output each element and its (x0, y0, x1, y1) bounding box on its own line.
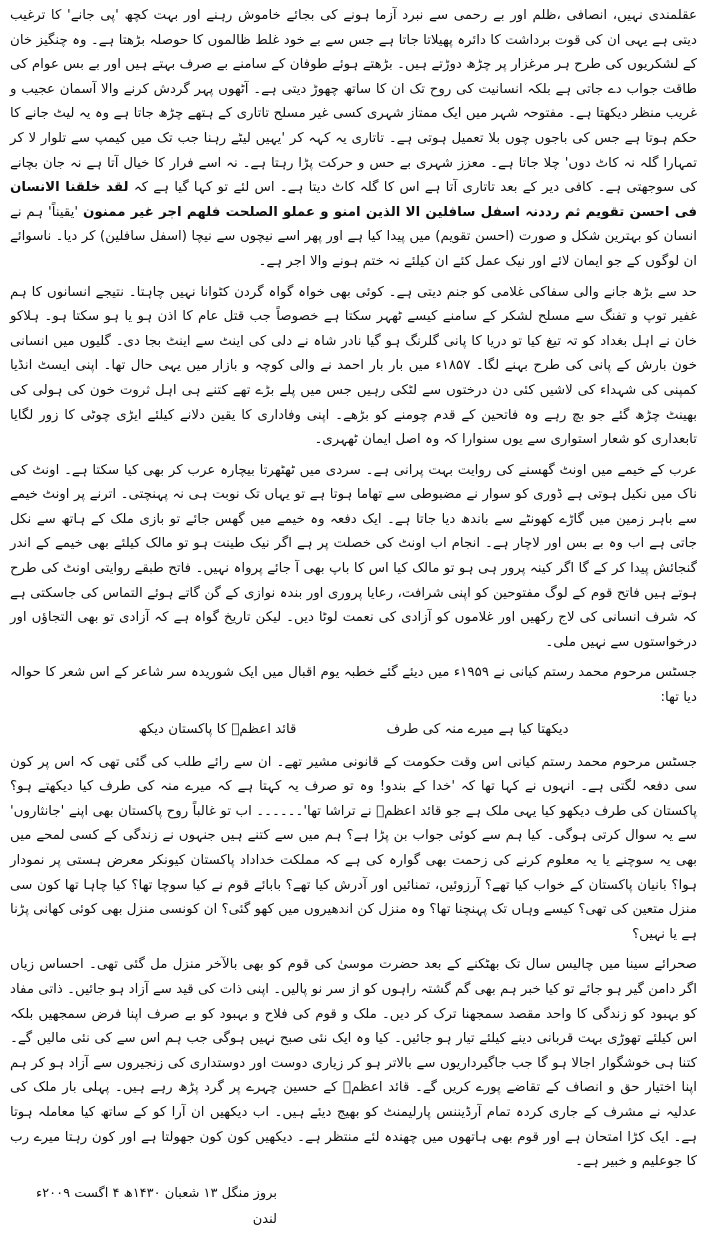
signature-block (10, 1181, 697, 1233)
poetry-couplet (10, 717, 697, 743)
paragraph-2: حد سے بڑھ جانے والی سفاکی غلامی کو جنم دیتی ہے۔ کوئی بھی خواہ گواہ گردن کٹوانا نہیں چاہتا۔ نتیجے انسانوں کا ہم غفیر توپ و تفنگ سے مسلح لشکر کے سامنے کیسے ٹھہر سکتا ہے خصوصاً جب قتل عام کا اذن ہو یا ہو سکتا ہو۔ ہلاکو خان نے اہل بغداد کو تہ تیغ کیا تو دریا کا پانی گلرنگ ہو گیا نادر شاہ نے دلی کی اینٹ سے اینٹ بجا دی۔ گلیوں میں انسانی خون بارش کے پانی کی طرح بہنے لگا۔ ۱۸۵۷ء میں بار بار احمد نے والی کوچہ و بازار میں یہی حال تھا۔ اپنی ایسٹ انڈیا کمپنی کی شہداء کی لاشیں کئی دن درختوں سے لٹکی رہیں جس میں پلے بڑے تھے کتنے ہی اہل ثروت خون کی ہولی کی بھینٹ چڑھ گئے جو بچ رہے وہ فاتحین کے قدم چومنے کو بڑھے۔ اپنی وفاداری کا یقین دلانے کیلئے ایڑی چوٹی کا زور لگایا تابعداری کو شعار استواری سے یوں سنوارا کہ وہ اصل ایمان ٹھہری۔ (10, 284, 697, 448)
paragraph-5: جسٹس مرحوم محمد رستم کیانی اس وقت حکومت کے قانونی مشیر تھے۔ ان سے رائے طلب کی گئی تھی کہ اس پر کون سی دفعہ لگتی ہے۔ انہوں نے کہا تھا کہ 'خدا کے بندو! وہ تو صرف یہ کہتا ہے کہ میرے منہ کی طرف کیا دیکھتے ہو؟ پاکستان کی طرف دیکھو کیا یہی ملک ہے جو قائد اعظمؒ نے تراشا تھا'۔۔۔۔۔۔ اب تو غالباً روح پاکستان بھی اپنے 'جانثاروں' سے یہ سوال کرتی ہوگی۔ کیا ہم سے کوئی جواب بن پڑا ہے؟ ہم میں سے کتنے ہیں جنہوں نے زندگی کے کسی لمحے میں بھی یہ سوچنے یا یہ معلوم کرنے کی زحمت بھی گوارہ کی ہے کہ مملکت خداداد پاکستان کیونکر معرض ہستی پر نمودار ہوا؟ بانیان پاکستان کے خواب کیا تھے؟ آرزوئیں، تمنائیں اور آدرش کیا تھے؟ بابائے قوم نے کیا سوچا تھا؟ کیا چاہا تھا کون سی منزل متعین کی تھی؟ کیسے وہاں تک پہنچنا تھا؟ وہ منزل کن اندھیروں میں کھو گئی؟ ان کونسی منزل بھی کوئی کھانی پڑنا ہے یا نہیں؟ (10, 754, 697, 942)
signature-date: بروز منگل ۱۳ شعبان ۱۴۳۰ھ ۴ اگست ۲۰۰۹ء (36, 1185, 277, 1201)
paragraph-1-lead: عقلمندی نہیں، انصافی ،ظلم اور بے رحمی سے نبرد آزما ہونے کی بجائے خاموش رہنے اور بہت کچھ 'پی جانے' کا ترغیب دیتی ہے یہی ان کی قوت برداشت کا دائرہ پھیلاتا جاتا ہے جس سے بے خود غلط ظالموں کا حوصلہ بڑھتا ہے۔ وہ چنگیز خان کے لشکریوں کی طرح ہر مرغزار پر چڑھ دوڑتے ہیں۔ بڑھتے ہوئے طوفان کے سامنے بے صرف بہتے ہیں اور بے بس عوام کی طاقت جواب دے جاتی ہے بلکہ انسانیت کی روح تک ان کا ساتھ چھوڑ دیتی ہے۔ آٹھوں پہر گردش کرنے والا آسمان عجیب و غریب منظر دیکھتا ہے۔ مفتوحہ شہر میں ایک ممتاز شہری کسی غیر مسلح تاتاری کے ہتھے چڑھ جاتا ہے وہ یہ لیٹ جانے کا حکم ہوتا ہے جس کی باجوں چوں بلا تعمیل ہوتی ہے۔ تاتاری یہ کہہ کر 'یہیں لیٹے رہنا جب تک میں کیمپ سے تلوار لا کر تمہارا گلہ نہ کاٹ دوں' چلا جاتا ہے۔ معزز شہری بے حس و حرکت پڑا رہتا ہے۔ نہ اسے فرار کا خیال آتا ہے نہ جان بچانے کی سوجھتی ہے۔ کافی دیر کے بعد تاتاری آتا ہے اس کا گلہ کاٹ دیتا ہے۔ اس لئے تو کہا گیا ہے کہ (10, 8, 697, 196)
paragraph-3: عرب کے خیمے میں اونٹ گھسنے کی روایت بہت پرانی ہے۔ سردی میں ٹھٹھرتا بیچارہ عرب کر بھی کیا سکتا ہے۔ اونٹ کی ناک میں نکیل ہوتی ہے ڈوری کو سوار نے مضبوطی سے تھاما ہوتا ہے تو یہاں تک نوبت ہی نہ پہنچتی۔ اترنے پر اونٹ خیمے سے باہر زمین میں گاڑے کھونٹے سے باندھ دیا جاتا ہے۔ ایک دفعہ وہ خیمے میں گھس جائے تو بازی ملک کے ہاتھ سے نکل جاتی ہے اب وہ بے بس اور لاچار ہے۔ انجام اب اونٹ کی خصلت پر ہے اگر نیک طینت ہو تو مالک کیلئے بھی خیمے کے اندر گنجائش پیدا کر کے گا اگر کینہ پرور ہی ہو تو مالک کیا اس کا باپ بھی آ جائے پرواہ نہیں۔ فاتح طبقے روایتی اونٹ کی طرح ہوتے ہیں فاتح قوم کے لوگ مفتوحین کو اپنی شرافت، رعایا پروری اور بندہ نوازی کے گن گاتے ہوئے التماس کی جاسکتی ہے کہ شرف انسانی کی لاج رکھیں اور غلاموں کو آزادی کی نعمت لوٹا دیں۔ لیکن تاریخ گواہ ہے کہ آزادی تو بھی التجاؤں اور درخواستوں سے نہیں ملی۔ (10, 462, 697, 650)
paragraph-1-tail: 'یقیناً' ہم نے انسان کو بہترین شکل و صورت (احسن تقویم) میں پیدا کیا ہے اور پھر اسے نیچوں سے نیچا (اسفل سافلین) کر دیا۔ ناسوائے ان لوگوں کے جو ایمان لائے اور نیک عمل کئے ان کیلئے نہ ختم ہونے والا اجر ہے۔ (10, 204, 697, 269)
couplet-line-two: قائد اعظمؒ کا پاکستان دیکھ (138, 721, 297, 737)
couplet-line-one: دیکھتا کیا ہے میرے منہ کی طرف (386, 721, 569, 737)
paragraph-6: صحرائے سینا میں چالیس سال تک بھٹکنے کے بعد حضرت موسیٰ کی قوم کو بھی بالآخر منزل مل گئی تھی۔ احساس زیاں اگر دامن گیر ہو جائے تو کیا خبر ہم بھی گم گشتہ راہوں کو از سر نو پالیں۔ اپنی ذات کی قید سے آزاد ہو جائیں۔ ذاتی مفاد کو بہبود کو زندگی کا واحد مقصد سمجھنا ترک کر دیں۔ ملک و قوم کی فلاح و بہبود کو بے صرف اپنا فرض سمجھیں بلکہ اس کیلئے تھوڑی بہت قربانی دینے کیلئے تیار ہو جائیں۔ کیا وہ ایک نئی صبح نہیں ہوگی جب ہم اس سے کی نئی مالیں گے۔ کتنا ہی خوشگوار اجالا ہو گا جب جاگیرداریوں سے بالاتر ہو کر زیاری دوست اور دوستداری کی زنجیروں سے آزاد ہو کر ہم اپنا اختیار حق و انصاف کے تقاضے پورے کریں گے۔ قائد اعظمؒ کے حسین چہرے پر گرد پڑھ رہے ہیں۔ پہلی بار ملک کی عدلیہ نے مشرف کے جاری کردہ تمام آرڈیننس پارلیمنٹ کو بھیج دیئے ہیں۔ اب دیکھیں ان آرا کو کے ساتھ کیا معاملہ ہوتا ہے۔ ایک کڑا امتحان ہے اور قوم بھی ہاتھوں میں چھندہ لئے منتظر ہے۔ دیکھیں کون کون جھولتا ہے اور کون رہتا میرے رب کا جوعلیم و خبیر ہے۔ (10, 957, 697, 1170)
paragraph-1 (10, 4, 697, 275)
quran-verse-quote: لقد خلقنا الانسان فی احسن تقویم ثم رددنہ اسفل سافلین الا الذین امنو و عملو الصلحت فلھم اجر غیر ممنون (10, 180, 698, 220)
signature-place: لندن (252, 1211, 277, 1227)
paragraph-4: جسٹس مرحوم محمد رستم کیانی نے ۱۹۵۹ء میں دیئے گئے خطبہ یوم اقبال میں ایک شوریدہ سر شاعر کے اس شعر کا حوالہ دیا تھا: (10, 665, 698, 706)
